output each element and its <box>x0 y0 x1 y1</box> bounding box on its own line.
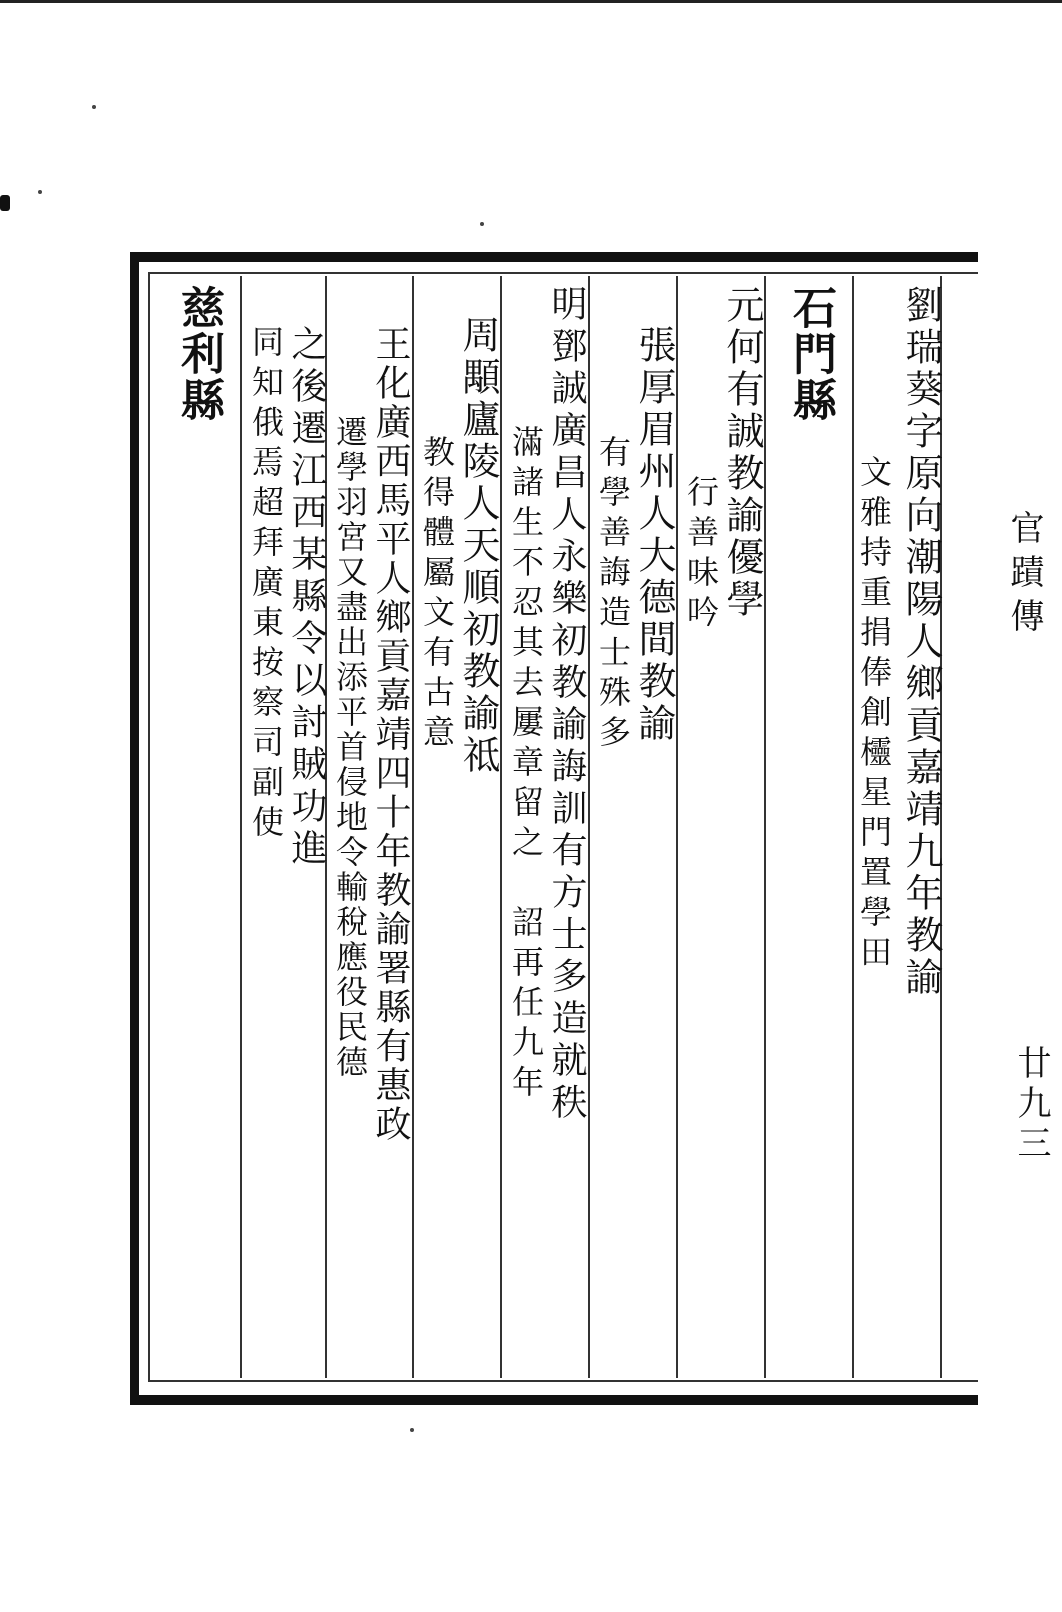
ink-speck <box>38 190 42 194</box>
inner-frame-bottom <box>148 1380 978 1382</box>
entry-line: 王化廣西馬平人鄉貢嘉靖四十年教諭署縣有惠政 <box>370 325 411 1144</box>
inner-frame-left <box>148 272 150 1382</box>
top-border-line <box>0 0 1062 3</box>
column-rule <box>500 276 502 1378</box>
column-rule <box>588 276 590 1378</box>
entry-line: 行善味吟 <box>682 475 720 635</box>
edge-folio: 廿九三 <box>1011 1045 1051 1165</box>
column-rule <box>412 276 414 1378</box>
entry-zhou-yong <box>416 285 500 777</box>
ink-blot <box>0 195 10 211</box>
entry-line: 同知俄焉超拜廣東按察司副使 <box>247 325 285 845</box>
entry-line: 滿諸生不忍其去屢章留之 詔再任九年 <box>507 425 545 1105</box>
entry-line: 遷學羽宮又盡出添平首侵地令輸稅應役民德 <box>331 415 369 1080</box>
county-heading: 慈利縣 <box>173 285 224 423</box>
entry-zhang-hou <box>592 285 676 755</box>
entry-deng-cheng <box>504 285 588 1125</box>
column-rule <box>676 276 678 1378</box>
heading-cili-county <box>156 285 240 423</box>
county-heading: 石門縣 <box>785 285 836 423</box>
entry-line: 劉瑞葵字原向潮陽人鄉貢嘉靖九年教諭 <box>899 285 943 999</box>
ink-speck <box>92 105 96 109</box>
entry-he-youcheng <box>680 285 764 635</box>
entry-wang-hua-continued <box>244 285 328 871</box>
entry-line: 元何有誠教諭優學 <box>720 285 764 621</box>
entry-line: 教得體屬文有古意 <box>418 435 456 755</box>
column-rule <box>240 276 242 1378</box>
page-frame-top <box>132 252 978 262</box>
edge-title: 官蹟傳 <box>1004 510 1044 642</box>
page-edge-fragment <box>968 470 1062 1390</box>
ink-speck <box>410 1428 414 1432</box>
ink-speck <box>480 222 484 226</box>
entry-line: 明鄧誠廣昌人永樂初教諭誨訓有方士多造就秩 <box>546 285 587 1125</box>
page-frame-bottom <box>130 1395 978 1405</box>
entry-line: 周顒廬陵人天順初教諭祗 <box>456 315 500 777</box>
entry-liu-ruikui <box>855 285 943 999</box>
entry-line: 文雅持重捐俸創欞星門置學田 <box>855 455 893 975</box>
entry-line: 之後遷江西某縣令以討賊功進 <box>286 325 327 871</box>
entry-line: 張厚眉州人大德間教諭 <box>632 325 676 745</box>
inner-frame-top <box>148 272 978 274</box>
page-frame-left <box>130 252 139 1405</box>
entry-line: 有學善誨造士殊多 <box>594 435 632 755</box>
entry-wang-hua <box>328 285 412 1144</box>
heading-shimen-county <box>768 285 852 423</box>
column-rule <box>764 276 766 1378</box>
